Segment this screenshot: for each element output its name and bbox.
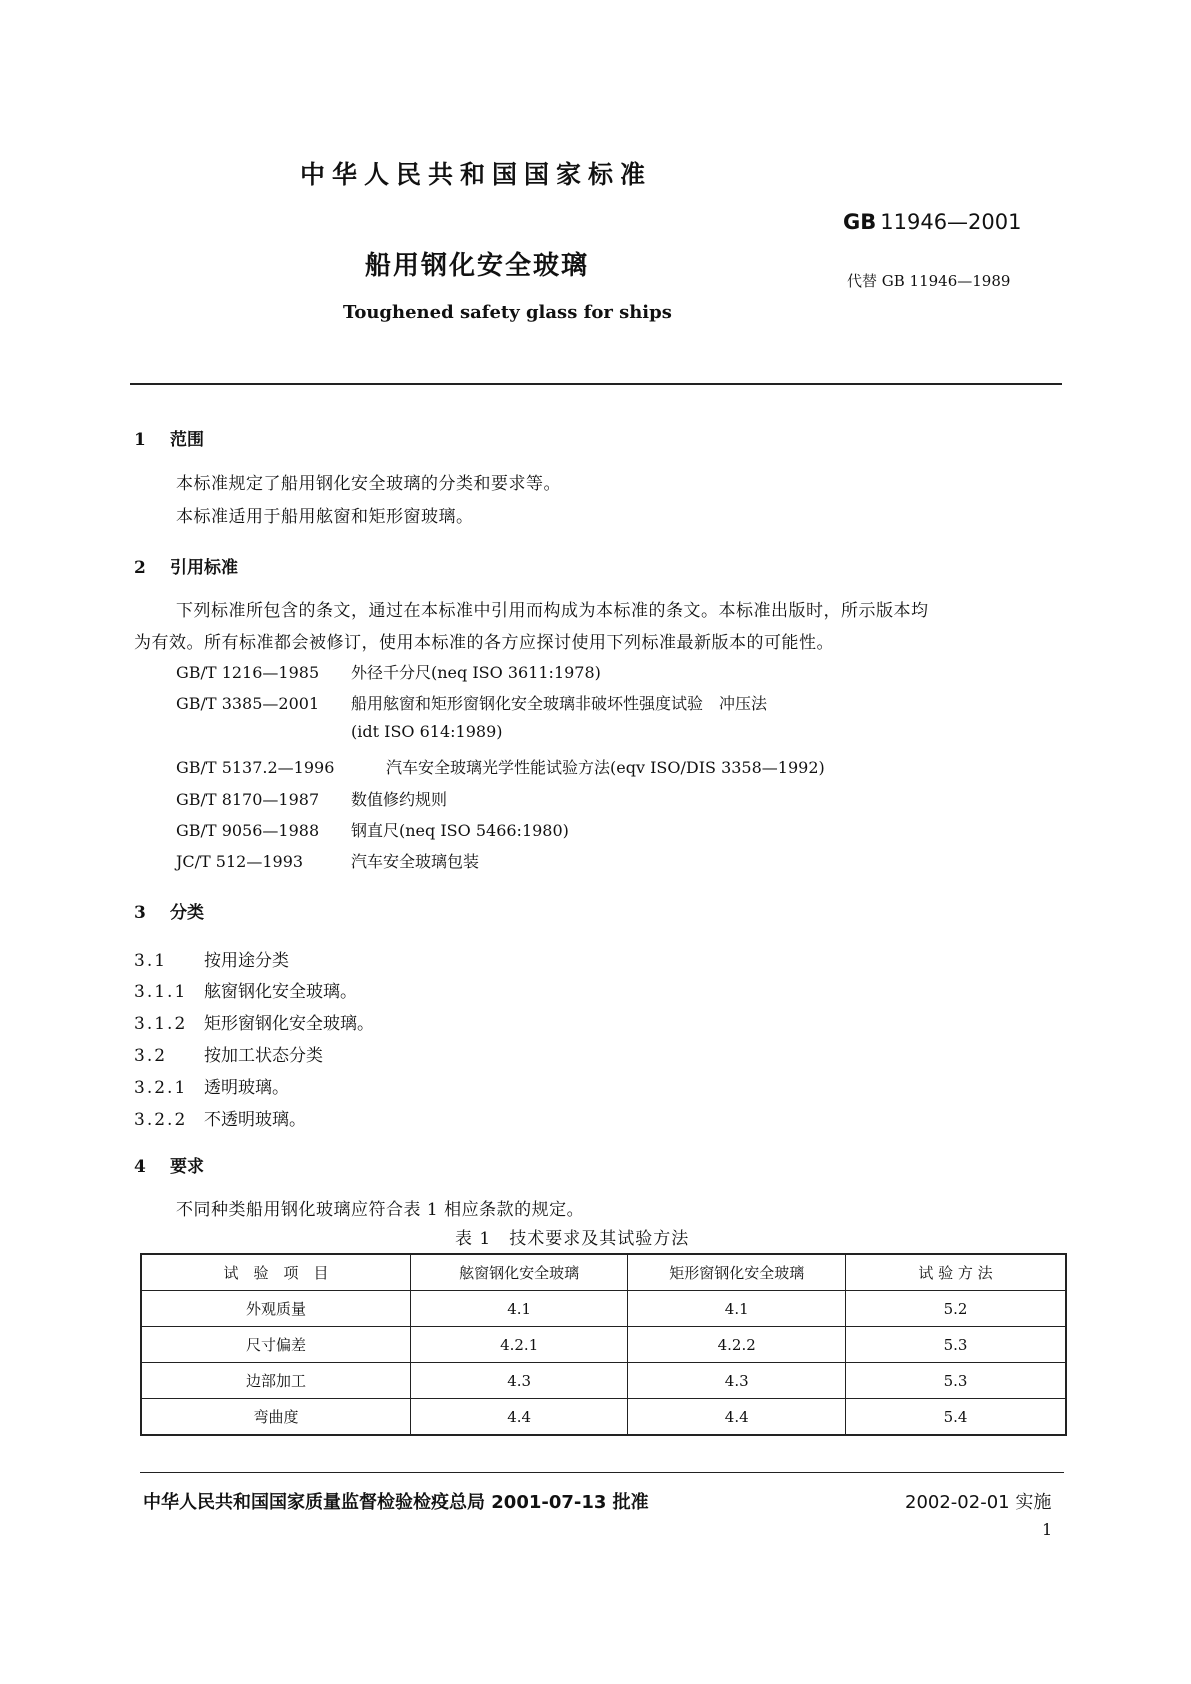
section-4-heading: 4 要求 [134, 1157, 204, 1177]
section-4-para: 不同种类船用钢化玻璃应符合表 1 相应条款的规定。 [176, 1200, 585, 1220]
english-title: Toughened safety glass for ships [343, 302, 672, 323]
table-row [141, 1291, 1066, 1327]
standard-prefix: GB [843, 210, 877, 234]
section-2-heading: 2 引用标准 [134, 558, 238, 578]
section-2-intro-line-2: 为有效。所有标准都会被修订，使用本标准的各方应探讨使用下列标准最新版本的可能性。 [134, 633, 834, 653]
document-title: 船用钢化安全玻璃 [365, 251, 590, 281]
standard-number-value: 11946—2001 [880, 210, 1022, 234]
table-cell: 4.2.1 [410, 1327, 628, 1363]
reference-row: GB/T 5137.2—1996 汽车安全玻璃光学性能试验方法(eqv ISO/DIS 3358—1992) [176, 758, 825, 777]
reference-row: GB/T 9056—1988 钢直尺(neq ISO 5466:1980) [176, 821, 569, 840]
table-cell: 4.1 [628, 1291, 846, 1327]
reference-row-continuation: (idt ISO 614:1989) [351, 722, 503, 741]
table-cell: 4.3 [628, 1363, 846, 1399]
classification-item: 3.1.2 矩形窗钢化安全玻璃。 [134, 1014, 374, 1034]
table-cell: 4.3 [410, 1363, 628, 1399]
reference-row: JC/T 512—1993 汽车安全玻璃包装 [176, 852, 480, 871]
section-1-para-2: 本标准适用于船用舷窗和矩形窗玻璃。 [176, 507, 474, 527]
table-row [141, 1327, 1066, 1363]
table-header-row [141, 1254, 1066, 1291]
section-1-para-1: 本标准规定了船用钢化安全玻璃的分类和要求等。 [176, 474, 561, 494]
page-number: 1 [1042, 1520, 1053, 1539]
standard-number [843, 210, 1022, 234]
table-cell: 4.2.2 [628, 1327, 846, 1363]
section-3-heading: 3 分类 [134, 903, 204, 923]
reference-row: GB/T 1216—1985 外径千分尺(neq ISO 3611:1978) [176, 663, 601, 682]
national-standard-title: 中华人民共和国国家标准 [300, 160, 653, 189]
classification-item: 3.2.1 透明玻璃。 [134, 1078, 289, 1098]
requirements-table [140, 1253, 1067, 1436]
table-cell: 5.3 [845, 1363, 1066, 1399]
table-cell: 尺寸偏差 [141, 1327, 410, 1363]
section-1-heading: 1 范围 [134, 430, 204, 450]
table-cell: 4.1 [410, 1291, 628, 1327]
table-header-cell: 舷窗钢化安全玻璃 [410, 1254, 628, 1291]
classification-item: 3.2 按加工状态分类 [134, 1046, 323, 1066]
table-header-cell: 试 验 项 目 [141, 1254, 410, 1291]
approval-statement: 中华人民共和国国家质量监督检验检疫总局 2001-07-13 批准 [143, 1492, 649, 1513]
header-divider [130, 383, 1062, 385]
classification-item: 3.1.1 舷窗钢化安全玻璃。 [134, 982, 357, 1002]
classification-item: 3.1 按用途分类 [134, 951, 289, 971]
implementation-date: 2002-02-01 实施 [905, 1492, 1052, 1513]
reference-row: GB/T 3385—2001 船用舷窗和矩形窗钢化安全玻璃非破坏性强度试验 冲压法 [176, 694, 768, 713]
table-caption: 表 1 技术要求及其试验方法 [455, 1229, 690, 1249]
table-cell: 4.4 [628, 1399, 846, 1436]
footer-divider [140, 1472, 1064, 1473]
table-header-cell: 试 验 方 法 [845, 1254, 1066, 1291]
table-cell: 外观质量 [141, 1291, 410, 1327]
section-2-intro-line-1: 下列标准所包含的条文，通过在本标准中引用而构成为本标准的条文。本标准出版时，所示版本均 [176, 601, 929, 621]
table-cell: 5.3 [845, 1327, 1066, 1363]
classification-item: 3.2.2 不透明玻璃。 [134, 1110, 306, 1130]
table-cell: 弯曲度 [141, 1399, 410, 1436]
replaces-standard: 代替 GB 11946—1989 [847, 272, 1011, 290]
table-row [141, 1399, 1066, 1436]
table-row [141, 1363, 1066, 1399]
table-cell: 5.4 [845, 1399, 1066, 1436]
table-cell: 边部加工 [141, 1363, 410, 1399]
reference-row: GB/T 8170—1987 数值修约规则 [176, 790, 448, 809]
table-header-cell: 矩形窗钢化安全玻璃 [628, 1254, 846, 1291]
table-cell: 5.2 [845, 1291, 1066, 1327]
table-cell: 4.4 [410, 1399, 628, 1436]
